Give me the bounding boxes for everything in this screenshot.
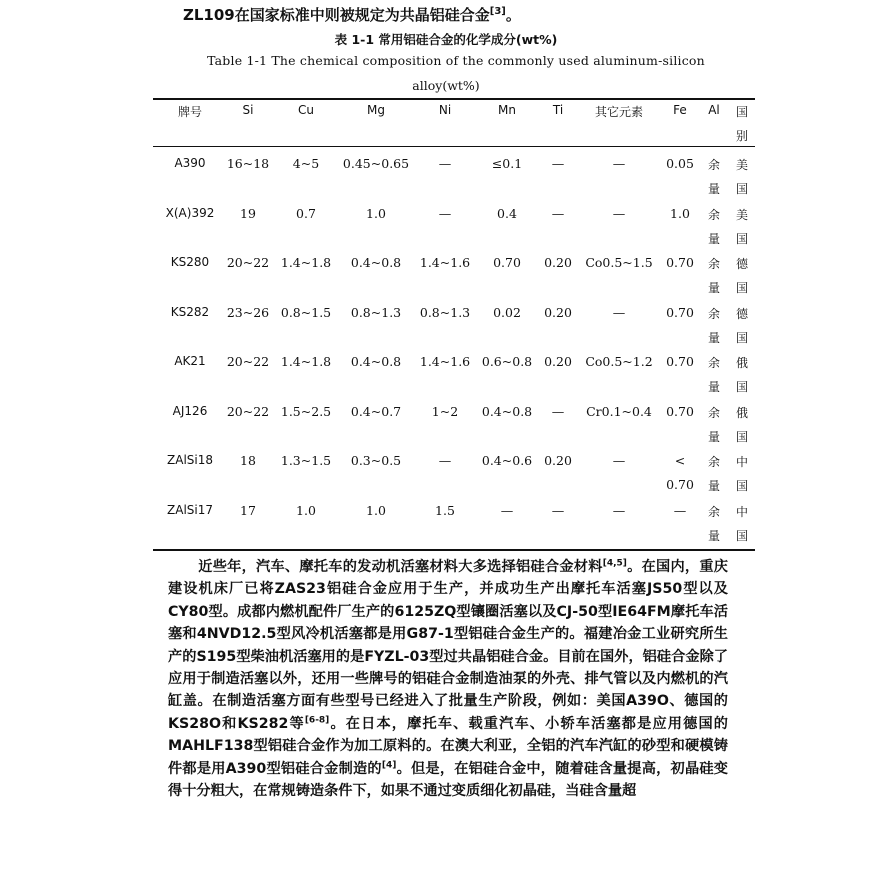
cell-country-2: 国 (735, 331, 749, 345)
cell-cu: 1.4~1.8 (280, 354, 332, 369)
header-fe: Fe (673, 103, 687, 117)
cell-grade: AJ126 (172, 404, 208, 418)
cell-other: — (612, 453, 626, 468)
cell-country-2: 国 (735, 529, 749, 543)
cell-ti: — (551, 404, 565, 419)
cell-country-1: 俄 (735, 356, 749, 370)
header-mn: Mn (498, 103, 516, 117)
cell-fe: 1.0 (670, 206, 690, 221)
cell-si: 19 (240, 206, 256, 221)
header-country-2: 别 (735, 129, 749, 143)
cell-grade: KS280 (170, 255, 210, 269)
cell-ti: — (551, 206, 565, 221)
cell-other: — (612, 156, 626, 171)
cell-fe: 0.70 (666, 305, 694, 320)
cell-cu: 1.0 (296, 503, 316, 518)
cell-mg: 1.0 (366, 206, 386, 221)
cell-country-1: 中 (735, 455, 749, 469)
intro-line (183, 4, 521, 25)
cell-si: 16~18 (226, 156, 270, 171)
cell-al-1: 余 (707, 257, 721, 271)
cell-fe-line2: 0.70 (666, 477, 694, 492)
citation-6-8: [6-8] (304, 715, 330, 726)
cell-country-2: 国 (735, 281, 749, 295)
cell-ti: — (551, 503, 565, 518)
cell-country-1: 德 (735, 257, 749, 271)
cell-fe: 0.70 (666, 255, 694, 270)
cell-mg: 0.8~1.3 (350, 305, 402, 320)
paragraph-text-3: 。在日本，摩托车、载重汽车、小轿车活塞都是应用德国的MAHLF138型铝硅合金作为加工原料的。在澳大利亚，全铝的汽车汽缸的砂型和硬模铸件都是用A390型铝硅合金制造的 (168, 715, 728, 777)
cell-cu: 0.8~1.5 (280, 305, 332, 320)
cell-country-2: 国 (735, 430, 749, 444)
header-ti: Ti (552, 103, 564, 117)
cell-ti: 0.20 (544, 453, 572, 468)
cell-fe: 0.70 (666, 354, 694, 369)
cell-mn: 0.6~0.8 (481, 354, 533, 369)
citation-4-5: [4,5] (602, 558, 627, 569)
cell-country-1: 俄 (735, 406, 749, 420)
cell-mn: 0.02 (493, 305, 521, 320)
intro-citation: [3] (489, 6, 506, 17)
cell-ni: — (438, 206, 452, 221)
cell-al-2: 量 (707, 529, 721, 543)
cell-mn: 0.4 (497, 206, 517, 221)
cell-cu: 4~5 (292, 156, 320, 171)
cell-mn: ≤0.1 (491, 156, 523, 171)
cell-si: 20~22 (226, 404, 270, 419)
citation-4: [4] (381, 759, 397, 770)
paragraph-text-2: 。在国内，重庆建设机床厂已将ZAS23铝硅合金应用于生产，并成功生产出摩托车活塞JS50型以及CY80型。成都内燃机配件厂生产的6125ZQ型镶圈活塞以及CJ-50型IE64FM摩托车活塞和4NVD12.5型风冷机活塞都是用G87-1型铝硅合金生产的。福建冶金工业研究所生产的S195型柴油机活塞用的是FYZL-03型过共晶铝硅合金。目前在国外，铝硅合金除了应用于制造活塞以外，还用一些牌号的铝硅合金制造油泵的外壳、排气管以及内燃机的汽缸盖。在制造活塞方面有些型号已经进入了批量生产阶段，例如：美国A39O、德国的KS28O和KS282等 (168, 559, 728, 732)
cell-al-1: 余 (707, 406, 721, 420)
header-cu: Cu (298, 103, 314, 117)
table-caption-english-line2: alloy(wt%) (412, 78, 480, 93)
header-mg: Mg (367, 103, 385, 117)
cell-fe: 0.05 (666, 156, 694, 171)
cell-al-2: 量 (707, 331, 721, 345)
table-top-rule (153, 98, 755, 100)
cell-mg: 0.4~0.8 (350, 354, 402, 369)
cell-country-2: 国 (735, 479, 749, 493)
cell-ni: 1.4~1.6 (419, 354, 471, 369)
cell-al-1: 余 (707, 158, 721, 172)
cell-other: — (612, 305, 626, 320)
cell-si: 17 (240, 503, 256, 518)
cell-ti: 0.20 (544, 305, 572, 320)
cell-other: — (612, 206, 626, 221)
cell-ni: 1~2 (431, 404, 459, 419)
table-caption-chinese: 表 1-1 常用铝硅合金的化学成分(wt%) (334, 32, 558, 47)
header-ni: Ni (438, 103, 452, 117)
cell-mn: 0.4~0.8 (481, 404, 533, 419)
cell-si: 20~22 (226, 354, 270, 369)
cell-mg: 0.4~0.8 (350, 255, 402, 270)
cell-grade: AK21 (174, 354, 206, 368)
cell-other: Cr0.1~0.4 (586, 404, 652, 419)
cell-al-1: 余 (707, 307, 721, 321)
cell-ti: 0.20 (544, 354, 572, 369)
cell-si: 18 (240, 453, 256, 468)
table-bottom-rule (153, 549, 755, 551)
cell-al-2: 量 (707, 281, 721, 295)
cell-grade: A390 (174, 156, 206, 170)
cell-al-2: 量 (707, 232, 721, 246)
intro-end: 。 (505, 6, 521, 24)
cell-ni: 1.5 (435, 503, 455, 518)
cell-al-1: 余 (707, 505, 721, 519)
cell-ni: — (438, 453, 452, 468)
cell-mn: 0.70 (493, 255, 521, 270)
paragraph-text-1: 近些年，汽车、摩托车的发动机活塞材料大多选择铝硅合金材料 (198, 559, 603, 575)
header-country-1: 国 (735, 105, 749, 119)
header-si: Si (242, 103, 254, 117)
cell-cu: 0.7 (296, 206, 316, 221)
cell-country-2: 国 (735, 380, 749, 394)
cell-cu: 1.4~1.8 (280, 255, 332, 270)
cell-ti: — (551, 156, 565, 171)
cell-al-1: 余 (707, 356, 721, 370)
cell-grade: X(A)392 (165, 206, 215, 220)
cell-ni: 1.4~1.6 (419, 255, 471, 270)
header-al: Al (708, 103, 720, 117)
cell-si: 20~22 (226, 255, 270, 270)
cell-mg: 0.45~0.65 (342, 156, 410, 171)
paragraph-text-4: 。但是，在铝硅合金中，随着硅含量提高，初晶硅变得十分粗大，在常规铸造条件下，如果不通过变质细化初晶硅，当硅含量超 (168, 760, 728, 800)
cell-grade: ZAlSi17 (167, 503, 213, 517)
cell-country-1: 中 (735, 505, 749, 519)
cell-cu: 1.3~1.5 (280, 453, 332, 468)
table-caption-english-line1: Table 1-1 The chemical composition of the commonly used aluminum-silicon (207, 53, 705, 68)
header-other: 其它元素 (594, 105, 644, 119)
cell-country-1: 美 (735, 208, 749, 222)
cell-grade: KS282 (170, 305, 210, 319)
cell-mg: 0.3~0.5 (350, 453, 402, 468)
cell-other: — (612, 503, 626, 518)
cell-other: Co0.5~1.5 (585, 255, 653, 270)
table-header-rule (153, 146, 755, 147)
cell-ni: 0.8~1.3 (419, 305, 471, 320)
cell-mg: 1.0 (366, 503, 386, 518)
cell-country-2: 国 (735, 182, 749, 196)
cell-mn: — (500, 503, 514, 518)
cell-fe: — (673, 503, 687, 518)
cell-al-2: 量 (707, 430, 721, 444)
cell-al-2: 量 (707, 182, 721, 196)
cell-al-1: 余 (707, 455, 721, 469)
cell-country-2: 国 (735, 232, 749, 246)
cell-mn: 0.4~0.6 (481, 453, 533, 468)
cell-mg: 0.4~0.7 (350, 404, 402, 419)
cell-country-1: 美 (735, 158, 749, 172)
cell-cu: 1.5~2.5 (280, 404, 332, 419)
cell-country-1: 德 (735, 307, 749, 321)
intro-text: ZL109在国家标准中则被规定为共晶铝硅合金 (183, 6, 490, 24)
cell-si: 23~26 (226, 305, 270, 320)
cell-fe: 0.70 (666, 404, 694, 419)
cell-ti: 0.20 (544, 255, 572, 270)
cell-other: Co0.5~1.2 (585, 354, 653, 369)
cell-al-1: 余 (707, 208, 721, 222)
cell-fe: < (674, 453, 686, 468)
header-grade: 牌号 (177, 105, 203, 119)
cell-ni: — (438, 156, 452, 171)
cell-grade: ZAlSi18 (167, 453, 213, 467)
cell-al-2: 量 (707, 479, 721, 493)
body-paragraph (168, 556, 728, 802)
cell-al-2: 量 (707, 380, 721, 394)
